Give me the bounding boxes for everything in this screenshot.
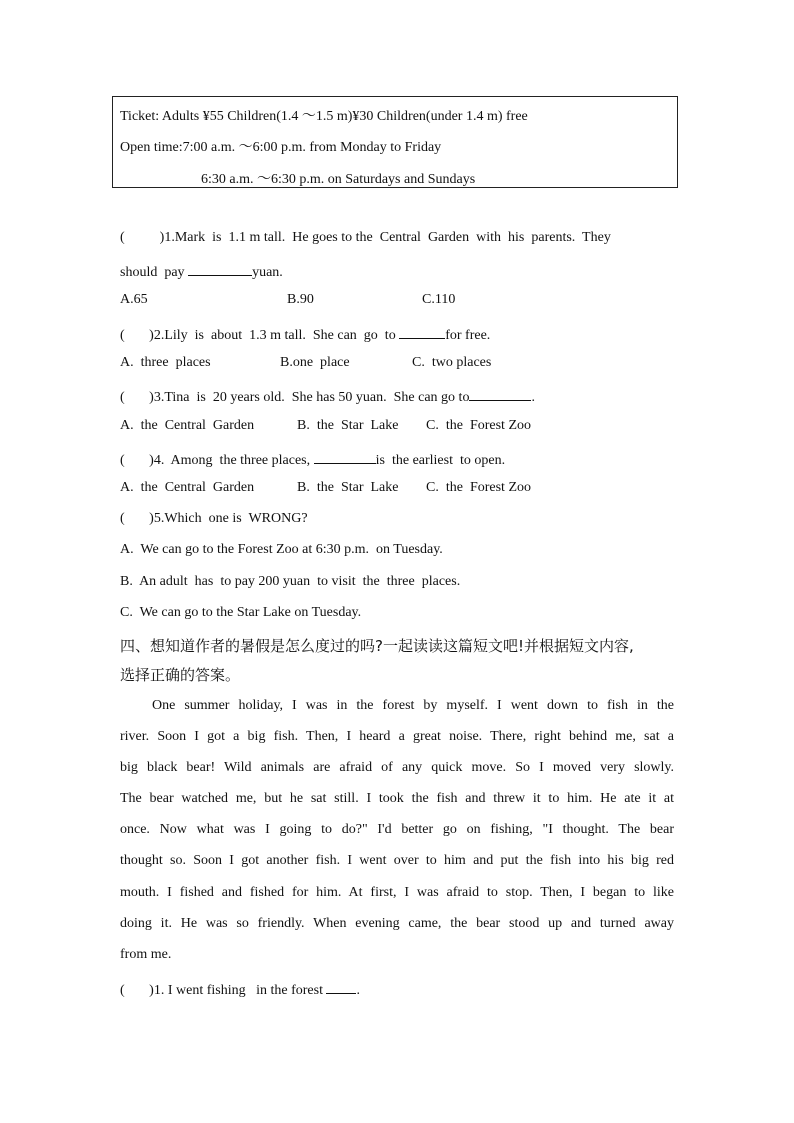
answer-blank[interactable]	[314, 449, 376, 464]
option-c[interactable]: C. We can go to the Star Lake on Tuesday.	[120, 605, 362, 620]
option-a[interactable]: A. We can go to the Forest Zoo at 6:30 p.m. on Tuesday.	[120, 542, 443, 557]
open-time-weekday: Open time:7:00 a.m. ～6:00 p.m. from Monday to Friday	[120, 140, 442, 155]
passage-line: One summer holiday, I was in the forest by myself. I went down to fish in the	[152, 698, 674, 713]
question-text: for free.	[445, 328, 491, 343]
question-text: is the earliest to open.	[375, 453, 506, 468]
answer-bracket[interactable]: ( )	[120, 390, 154, 405]
answer-bracket[interactable]: ( )	[120, 230, 165, 245]
passage-line: The bear watched me, but he sat still. I took the fish and threw it to him. He ate it at	[120, 791, 674, 806]
passage-line: mouth. I fished and fished for him. At first, I was afraid to stop. Then, I began to like	[120, 885, 674, 900]
question-text: .	[531, 390, 535, 405]
question-text: 4. Among the three places,	[153, 453, 314, 468]
answer-blank[interactable]	[399, 324, 445, 339]
question-2	[120, 324, 490, 344]
option-c[interactable]: C.110	[422, 292, 456, 307]
question-text: 5.Which one is WRONG?	[153, 511, 308, 526]
option-c[interactable]: C. the Forest Zoo	[426, 418, 531, 433]
answer-blank[interactable]	[469, 386, 531, 401]
section-4-instruction-cont: 选择正确的答案。	[120, 666, 241, 684]
question-5	[120, 511, 308, 527]
passage-line: thought so. Soon I got another fish. I went over to him and put the fish into his big red	[120, 853, 674, 868]
option-b[interactable]: B.one place	[280, 355, 350, 370]
passage-line: once. Now what was I going to do?" I'd better go on fishing, "I thought. The bear	[120, 822, 674, 837]
question-text: 3.Tina is 20 years old. She has 50 yuan. She can go to	[153, 390, 470, 405]
open-time-weekend: 6:30 a.m. ～6:30 p.m. on Saturdays and Sundays	[201, 172, 476, 187]
passage-line: doing it. He was so friendly. When evening came, the bear stood up and turned away	[120, 916, 674, 931]
answer-blank[interactable]	[188, 261, 252, 276]
option-a[interactable]: A. three places	[120, 355, 211, 370]
option-b[interactable]: B. the Star Lake	[297, 480, 399, 495]
option-c[interactable]: C. two places	[412, 355, 492, 370]
passage-question-1	[120, 979, 360, 999]
option-b[interactable]: B.90	[287, 292, 314, 307]
question-text: 1.Mark is 1.1 m tall. He goes to the Central Garden with his parents. They	[164, 230, 611, 245]
answer-bracket[interactable]: ( )	[120, 328, 154, 343]
option-b[interactable]: B. the Star Lake	[297, 418, 399, 433]
option-a[interactable]: A. the Central Garden	[120, 480, 255, 495]
option-c[interactable]: C. the Forest Zoo	[426, 480, 531, 495]
ticket-info-box	[112, 96, 678, 188]
passage-line: big black bear! Wild animals are afraid of any quick move. So I moved very slowly.	[120, 760, 674, 775]
question-4	[120, 449, 505, 469]
passage-line: from me.	[120, 947, 172, 962]
question-text: .	[356, 983, 360, 998]
option-a[interactable]: A.65	[120, 292, 148, 307]
question-text: 2.Lily is about 1.3 m tall. She can go to	[153, 328, 400, 343]
answer-bracket[interactable]: ( )	[120, 453, 154, 468]
question-text: yuan.	[252, 265, 283, 280]
question-text: should pay	[120, 265, 189, 280]
answer-blank[interactable]	[326, 979, 356, 994]
option-b[interactable]: B. An adult has to pay 200 yuan to visit the three places.	[120, 574, 461, 589]
option-a[interactable]: A. the Central Garden	[120, 418, 255, 433]
answer-bracket[interactable]: ( )	[120, 511, 154, 526]
section-4-instruction: 四、想知道作者的暑假是怎么度过的吗?一起读读这篇短文吧!并根据短文内容,	[120, 637, 634, 655]
ticket-prices: Ticket: Adults ¥55 Children(1.4 ～1.5 m)¥30 Children(under 1.4 m) free	[120, 109, 528, 124]
answer-bracket[interactable]: ( )	[120, 983, 154, 998]
question-1	[120, 230, 611, 246]
question-text: 1. I went fishing in the forest	[153, 983, 327, 998]
question-1-cont	[120, 261, 283, 281]
passage-line: river. Soon I got a big fish. Then, I heard a great noise. There, right behind me, sat a	[120, 729, 674, 744]
question-3	[120, 386, 535, 406]
